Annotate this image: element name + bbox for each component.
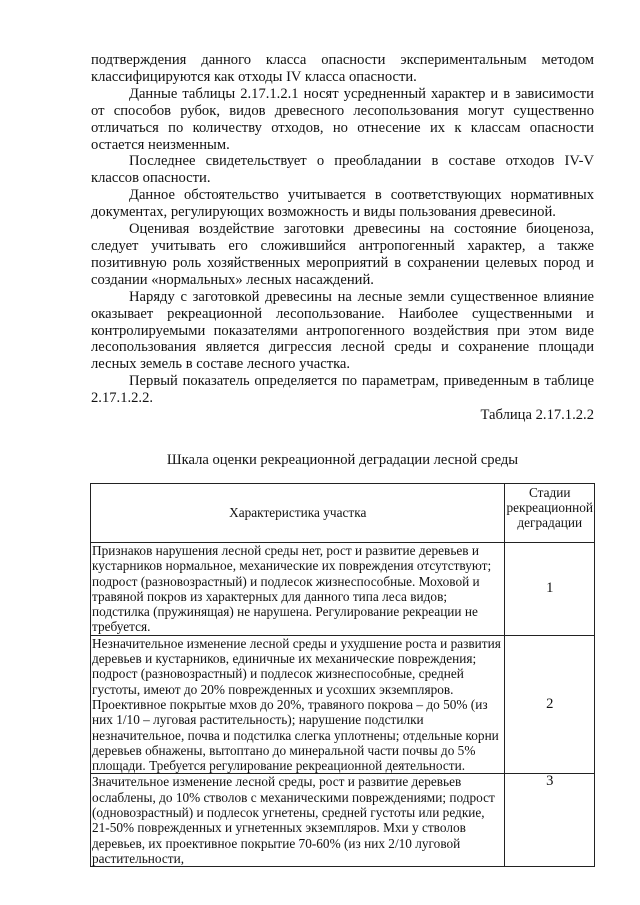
table-row: [91, 543, 595, 636]
row-description: Незначительное изменение лесной среды и ухудшение роста и развития деревьев и кустарников, единичные их механические повреждения; подрост (разновозрастный) и подлесок жизнеспособные, средней густоты, имеют до 20% поврежденных и усохших экземпляров. Проективное покрытые мхов до 20%, травяного покрова – до 50% (из них 1/10 – луговая растительность); нарушение подстилки незначительное, почва и подстилка слегка уплотнены; отдельные корни деревьев обнажены, вытоптано до минеральной части почвы до 5% площади. Требуется регулирование рекреационной деятельности.: [91, 635, 505, 774]
table-row: [91, 774, 595, 867]
row-description: Признаков нарушения лесной среды нет, рост и развитие деревьев и кустарников нормальное, механические их повреждения отсутствуют; подрост (разновозрастный) и подлесок жизнеспособные. Моховой и травяной покров из характерных для данного типа леса видов; подстилка (пружинящая) не нарушена. Регулирование рекреации не требуется.: [91, 543, 505, 636]
degradation-scale-table: [90, 483, 595, 867]
paragraph: Данные таблицы 2.17.1.2.1 носят усредненный характер и в зависимости от способов рубок, видов древесного лесопользования могут существенно отличаться по количеству отходов, но отнесение их к классам опасности остается неизменным.: [91, 85, 594, 153]
table-row: [91, 635, 595, 774]
paragraph: Последнее свидетельствует о преобладании в составе отходов IV-V классов опасности.: [91, 153, 594, 187]
paragraph: подтверждения данного класса опасности экспериментальным методом классифицируются как отходы IV класса опасности.: [91, 52, 594, 85]
header-stage: Стадии рекреационной деградации: [505, 484, 595, 543]
table-title: Шкала оценки рекреационной деградации лесной среды: [166, 451, 519, 468]
row-stage: 1: [505, 543, 595, 636]
row-stage: 2: [505, 635, 595, 774]
table-header-row: [91, 484, 595, 543]
table-label: Таблица 2.17.1.2.2: [480, 407, 594, 424]
paragraph: Первый показатель определяется по параметрам, приведенным в таблице 2.17.1.2.2.: [91, 373, 594, 407]
row-description: Значительное изменение лесной среды, рост и развитие деревьев ослаблены, до 10% стволов с механическими повреждениями; подрост (одновозрастный) и подлесок угнетены, средней густоты или редкие, 21-50% поврежденных и угнетенных экземпляров. Мхи у стволов деревьев, их проективное покрытие 70-60% (из них 2/10 луговой растительности,: [91, 774, 505, 867]
paragraph: Наряду с заготовкой древесины на лесные земли существенное влияние оказывает рекреационной лесопользование. Наиболее существенными и контролируемыми показателями антропогенного воздействия при этом виде лесопользования является дигрессия лесной среды и сохранение площади лесных земель в составе лесного участка.: [91, 288, 594, 373]
paragraph: Оценивая воздействие заготовки древесины на состояние биоценоза, следует учитывать его сложившийся антропогенный характер, а также позитивную роль хозяйственных мероприятий в сохранении целевых пород и создании «нормальных» лесных насаждений.: [91, 221, 594, 288]
paragraph: Данное обстоятельство учитывается в соответствующих нормативных документах, регулирующих возможность и виды пользования древесиной.: [91, 187, 594, 221]
row-stage: 3: [505, 774, 595, 867]
document-body: [91, 52, 594, 491]
header-characteristic: Характеристика участка: [91, 484, 505, 543]
